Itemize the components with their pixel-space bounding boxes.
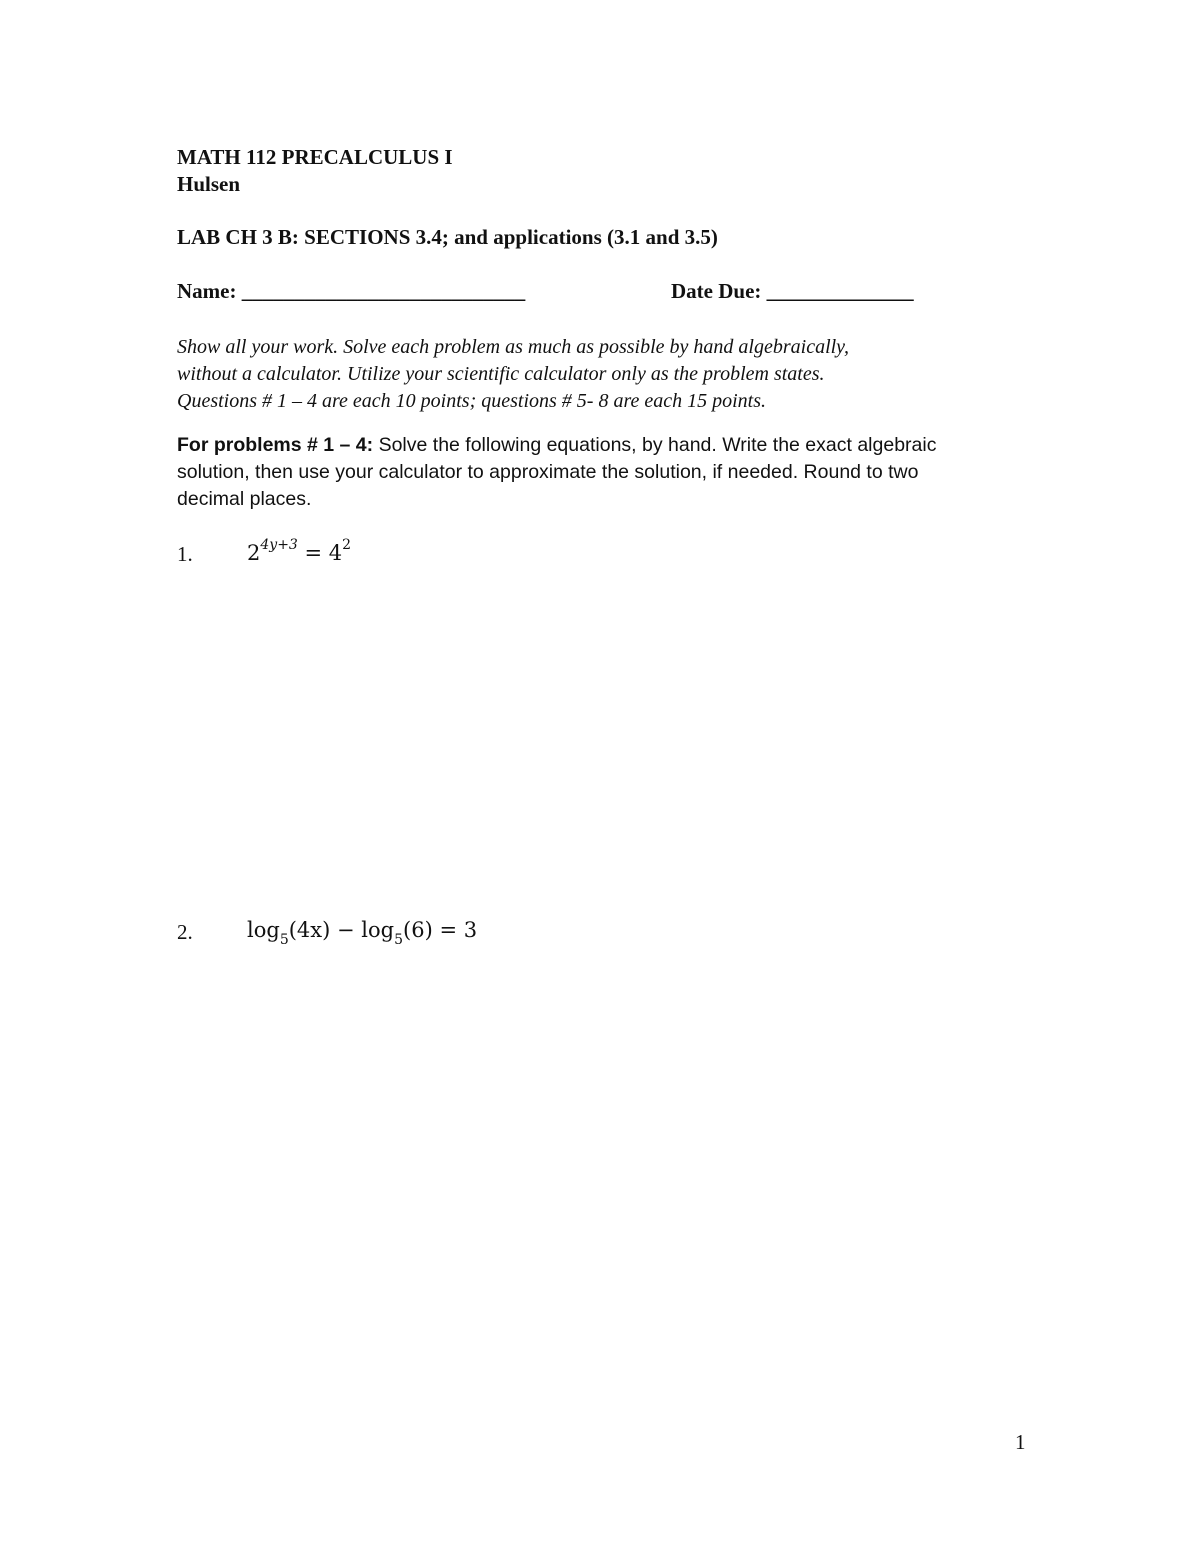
problems-intro-line-2: solution, then use your calculator to approximate the solution, if needed. Round to two — [177, 461, 919, 483]
problems-intro — [177, 432, 936, 513]
instructions — [177, 334, 849, 415]
problem-2-equation — [247, 918, 478, 949]
date-due-field: Date Due: ______________ — [671, 279, 914, 303]
eq2-log-1: log — [247, 918, 280, 942]
problem-2-number: 2. — [177, 920, 193, 944]
instructions-line-3: Questions # 1 – 4 are each 10 points; questions # 5- 8 are each 15 points. — [177, 390, 767, 412]
name-field: Name: ___________________________ — [177, 279, 526, 303]
problems-intro-lead: For problems # 1 – 4: — [177, 434, 374, 456]
eq2-arg-2: (6) — [403, 918, 433, 942]
eq1-exp-left: 4y+3 — [260, 537, 298, 553]
eq1-base-left: 2 — [247, 541, 261, 565]
eq2-rhs: = 3 — [432, 918, 478, 942]
eq2-arg-1: (4x) — [288, 918, 331, 942]
eq1-equals: = — [297, 541, 329, 565]
problem-1-equation — [247, 537, 352, 565]
eq2-log-2: log — [361, 918, 395, 942]
problems-intro-line-1 — [177, 432, 936, 459]
course-title: MATH 112 PRECALCULUS I — [177, 145, 453, 169]
eq1-exp-right: 2 — [342, 537, 352, 553]
eq2-log-base-2: 5 — [394, 932, 404, 949]
eq2-minus: − — [330, 918, 362, 942]
instructor-name: Hulsen — [177, 172, 241, 196]
eq2-log-base-1: 5 — [279, 932, 289, 949]
problem-1-number: 1. — [177, 542, 193, 566]
page-number: 1 — [1015, 1430, 1026, 1454]
instructions-line-1: Show all your work. Solve each problem as much as possible by hand algebraically, — [177, 336, 849, 358]
instructions-line-2: without a calculator. Utilize your scientific calculator only as the problem states. — [177, 363, 825, 385]
problems-intro-line-1-rest: Solve the following equations, by hand. Write the exact algebraic — [373, 434, 937, 456]
lab-title: LAB CH 3 B: SECTIONS 3.4; and applications (3.1 and 3.5) — [177, 225, 718, 249]
eq1-base-right: 4 — [328, 541, 343, 565]
problems-intro-line-3: decimal places. — [177, 488, 312, 510]
